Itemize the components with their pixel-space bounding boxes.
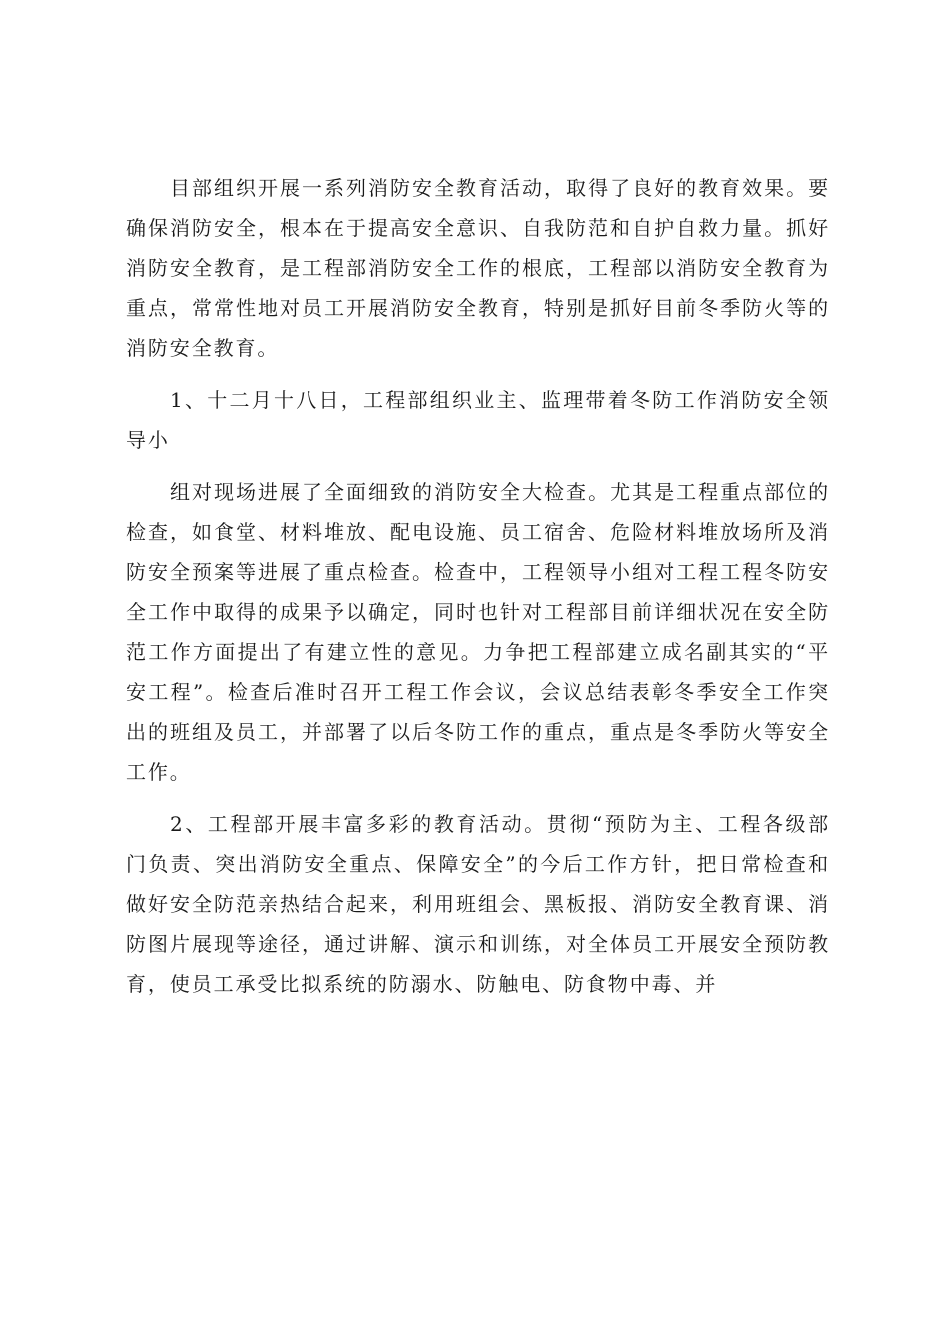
document-body [126, 168, 830, 1016]
paragraph-item-1: 1、十二月十八日，工程部组织业主、监理带着冬防工作消防安全领导小 [126, 388, 830, 452]
paragraph-intro: 目部组织开展一系列消防安全教育活动，取得了良好的教育效果。要确保消防安全，根本在于提高安全意识、自我防范和自护自救力量。抓好消防安全教育，是工程部消防安全工作的根底，工程部以消防安全教育为重点，常常性地对员工开展消防安全教育，特别是抓好目前冬季防火等的消防安全教育。 [126, 176, 830, 360]
paragraph-item-2: 2、工程部开展丰富多彩的教育活动。贯彻“预防为主、工程各级部门负责、突出消防安全重点、保障安全”的今后工作方针，把日常检查和做好安全防范亲热结合起来，利用班组会、黑板报、消防安全教育课、消防图片展现等途径，通过讲解、演示和训练，对全体员工开展安全预防教育，使员工承受比拟系统的防溺水、防触电、防食物中毒、并 [126, 812, 830, 996]
paragraph-item-1-continued: 组对现场进展了全面细致的消防安全大检查。尤其是工程重点部位的检查，如食堂、材料堆放、配电设施、员工宿舍、危险材料堆放场所及消防安全预案等进展了重点检查。检查中，工程领导小组对工程工程冬防安全工作中取得的成果予以确定，同时也针对工程部目前详细状况在安全防范工作方面提出了有建立性的意见。力争把工程部建立成名副其实的“平安工程”。检查后准时召开工程工作会议，会议总结表彰冬季安全工作突出的班组及员工，并部署了以后冬防工作的重点，重点是冬季防火等安全工作。 [126, 480, 830, 784]
